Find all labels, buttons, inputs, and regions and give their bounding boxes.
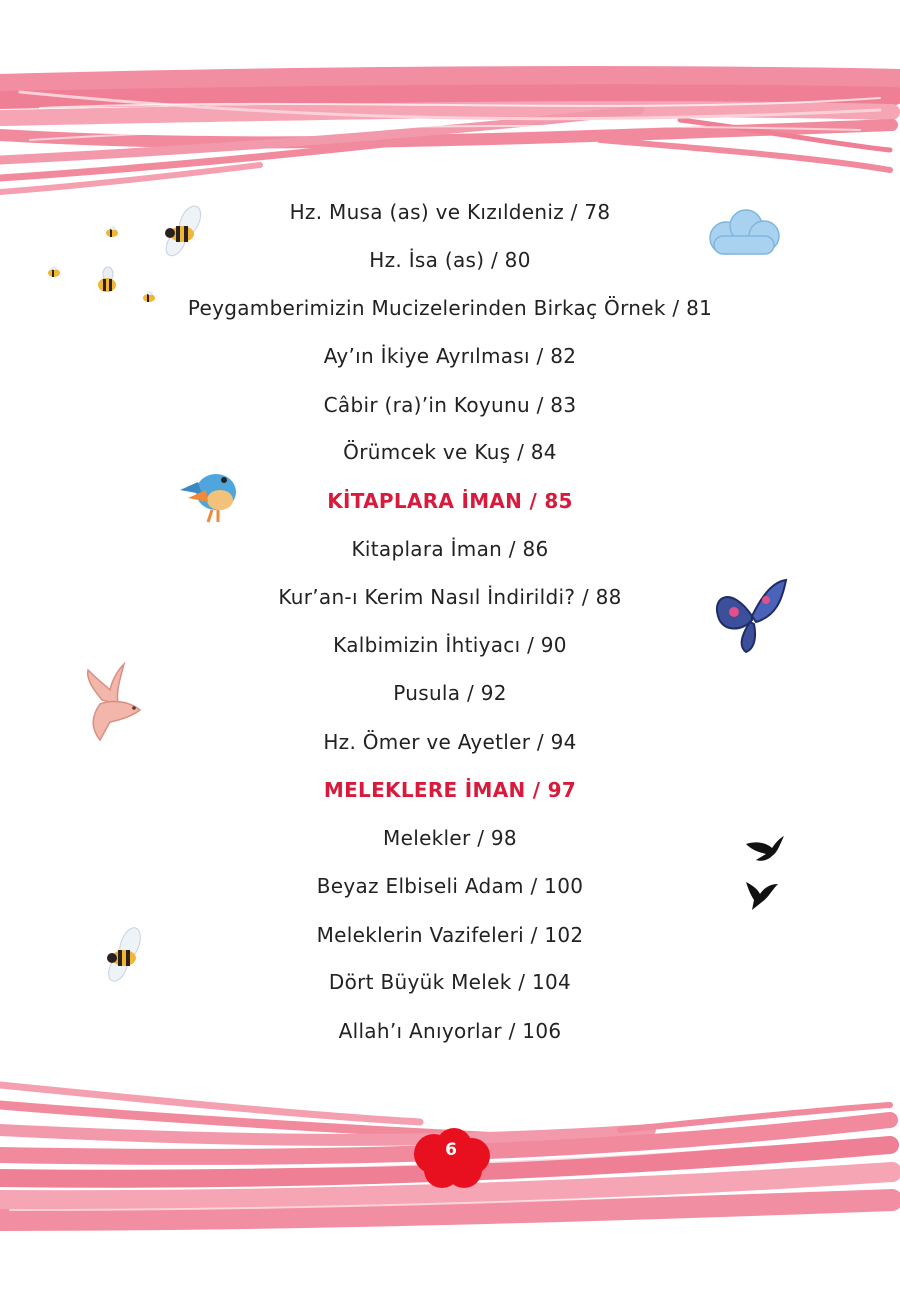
- toc-section-heading: MELEKLERE İMAN / 97: [323, 778, 577, 802]
- toc-entry: Melekler / 98: [383, 826, 517, 850]
- toc-entry: Kalbimizin İhtiyacı / 90: [333, 633, 567, 657]
- toc-entry: Kitaplara İman / 86: [351, 537, 549, 561]
- toc-entry: Allah’ı Anıyorlar / 106: [338, 1019, 562, 1043]
- toc-entry: Dört Büyük Melek / 104: [328, 970, 572, 994]
- toc-entry: Beyaz Elbiseli Adam / 100: [316, 874, 584, 898]
- page-number: 6: [445, 1140, 457, 1160]
- toc-entry: Câbir (ra)’in Koyunu / 83: [323, 393, 577, 417]
- toc-entry: Hz. Ömer ve Ayetler / 94: [323, 730, 577, 754]
- toc-entry: Pusula / 92: [393, 681, 507, 705]
- toc-entry: Hz. Musa (as) ve Kızıldeniz / 78: [289, 200, 611, 224]
- toc-entry: Örümcek ve Kuş / 84: [343, 440, 557, 464]
- top-decorative-band: [0, 0, 900, 230]
- bee-icon: [104, 224, 120, 240]
- toc-section-heading: KİTAPLARA İMAN / 85: [327, 489, 573, 513]
- toc-entry: Kur’an-ı Kerim Nasıl İndirildi? / 88: [278, 585, 622, 609]
- toc-entry: Peygamberimizin Mucizelerinden Birkaç Örnek / 81: [187, 296, 713, 320]
- toc-entry: Ay’ın İkiye Ayrılması / 82: [323, 344, 577, 368]
- toc-entry: Hz. İsa (as) / 80: [369, 248, 531, 272]
- toc-entry: Meleklerin Vazifeleri / 102: [316, 923, 584, 947]
